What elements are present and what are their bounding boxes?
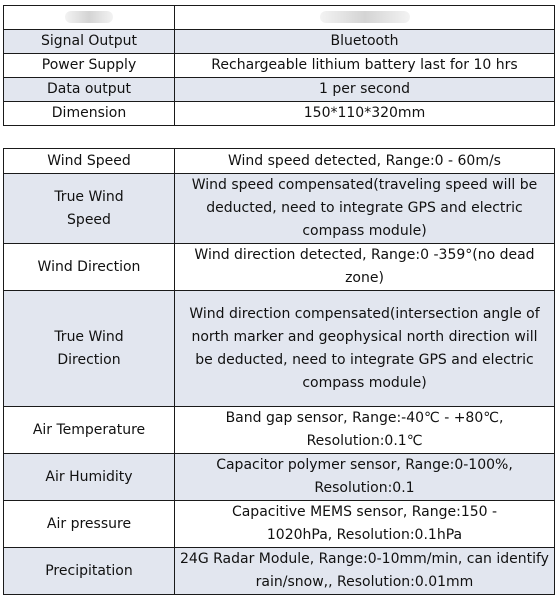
table-row: [4, 454, 555, 501]
table-row: [4, 149, 555, 174]
table-row: [4, 102, 555, 126]
table-row: [4, 174, 555, 244]
spec-value: Wind direction detected, Range:0 -359°(no dead zone): [175, 244, 555, 291]
table-row: [4, 54, 555, 78]
spec-label: Wind Speed: [4, 149, 175, 174]
spec-value: Wind speed compensated(traveling speed will be deducted, need to integrate GPS and electric compass module): [175, 174, 555, 244]
table-row: [4, 30, 555, 54]
spec-value: Bluetooth: [175, 30, 555, 54]
table-row: [4, 291, 555, 407]
table-row: [4, 501, 555, 548]
spec-label: Air Temperature: [4, 407, 175, 454]
spec-label: Air Humidity: [4, 454, 175, 501]
spec-label: Wind Direction: [4, 244, 175, 291]
spec-value: 150*110*320mm: [175, 102, 555, 126]
spec-label: Power Supply: [4, 54, 175, 78]
blurred-text: [65, 11, 113, 23]
spec-value: 1 per second: [175, 78, 555, 102]
blurred-text: [320, 11, 410, 23]
blurred-value-cell: [175, 6, 555, 30]
spec-value: Rechargeable lithium battery last for 10 hrs: [175, 54, 555, 78]
spec-value: Band gap sensor, Range:-40℃ - +80℃, Resolution:0.1℃: [175, 407, 555, 454]
spec-label: True Wind Direction: [4, 291, 175, 407]
spec-label: Precipitation: [4, 548, 175, 595]
table-row-header-blurred: [4, 6, 555, 30]
table-row: [4, 407, 555, 454]
spec-label: Dimension: [4, 102, 175, 126]
table-row: [4, 78, 555, 102]
spec-label: True Wind Speed: [4, 174, 175, 244]
spec-value: Capacitive MEMS sensor, Range:150 - 1020hPa, Resolution:0.1hPa: [175, 501, 555, 548]
spec-label: Data output: [4, 78, 175, 102]
spec-table-general: [3, 5, 555, 126]
spec-value: Wind direction compensated(intersection angle of north marker and geophysical north direction will be deducted, need to integrate GPS and electric compass module): [175, 291, 555, 407]
spec-value: Capacitor polymer sensor, Range:0-100%, Resolution:0.1: [175, 454, 555, 501]
spec-label: Signal Output: [4, 30, 175, 54]
blurred-label-cell: [4, 6, 175, 30]
spec-table-sensors: [3, 148, 555, 595]
spec-value: 24G Radar Module, Range:0-10mm/min, can identify rain/snow,, Resolution:0.01mm: [175, 548, 555, 595]
table-row: [4, 548, 555, 595]
table-row: [4, 244, 555, 291]
spec-value: Wind speed detected, Range:0 - 60m/s: [175, 149, 555, 174]
spec-label: Air pressure: [4, 501, 175, 548]
